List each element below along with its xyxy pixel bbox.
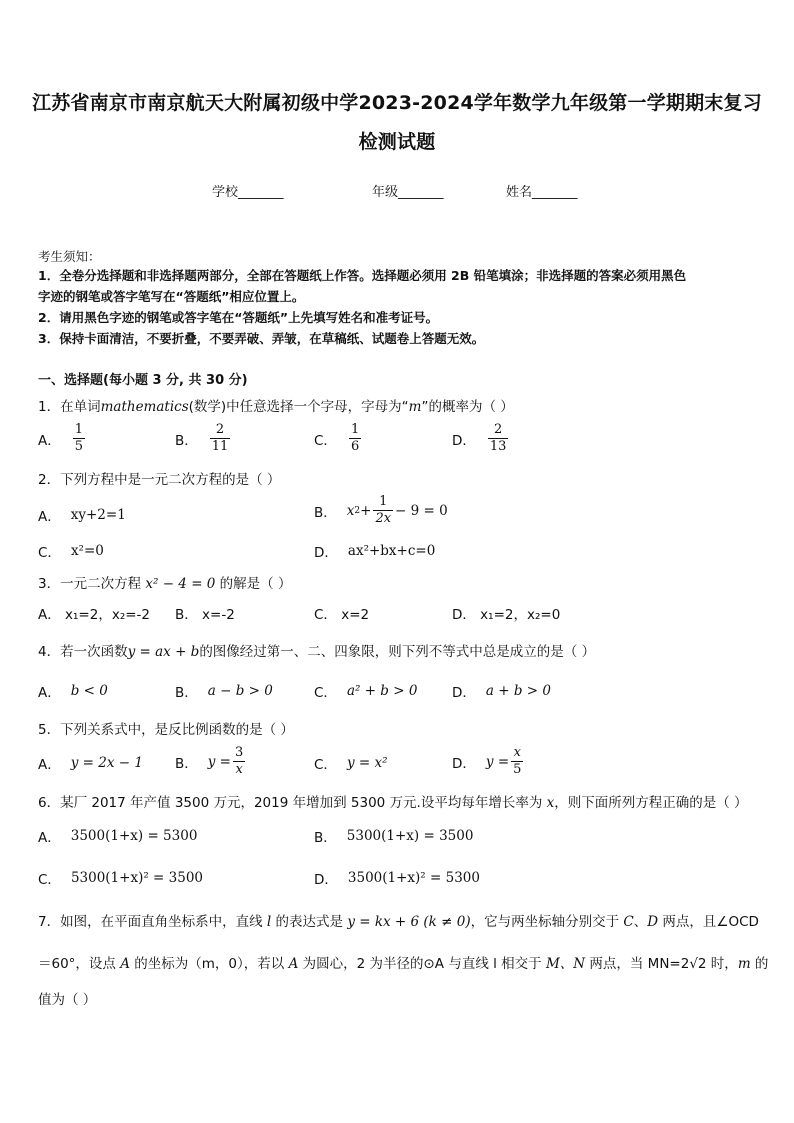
fraction: $\frac{3}{x}$	[235, 745, 244, 777]
fraction: $\frac{1}{2x}$	[375, 494, 392, 526]
fraction: $\frac{2}{13}$	[489, 422, 507, 454]
q5-option-b: B． y = $\frac{3}{x}$	[175, 745, 244, 777]
notice-heading: 考生须知：	[38, 249, 101, 264]
math-word: mathematics	[100, 399, 189, 415]
notice-item-1a: 1．全卷分选择题和非选择题两部分，全部在答题纸上作答。选择题必须用 2B 铅笔填涂；非选择题的答案必须用黑色	[38, 268, 687, 283]
q4-option-c: C． a² + b > 0	[314, 683, 418, 701]
fraction: $\frac{2}{11}$	[211, 422, 229, 454]
q3-option-c: C． x=2	[314, 607, 370, 623]
notice-item-3: 3．保持卡面清洁，不要折叠，不要弄破、弄皱，在草稿纸、试题卷上答题无效。	[38, 331, 485, 346]
q3-option-a: A． x₁=2，x₂=-2	[38, 607, 151, 623]
q1-option-c: C． $\frac{1}{6}$	[314, 422, 360, 454]
q2-option-c: C． x²=0	[38, 543, 104, 561]
fraction: $\frac{1}{6}$	[350, 422, 360, 454]
question-7-line2: ＝60°，设点 A 的坐标为（m，0），若以 A 为圆心，2 为半径的⊙A 与直线 l 相交于 M、N 两点，当 MN=2√2 时，m 的	[38, 956, 769, 972]
q6-option-a: A． 3500(1+x) = 5300	[38, 828, 198, 846]
q5-option-c: C． y = x²	[314, 755, 388, 773]
q1-option-d: D． $\frac{2}{13}$	[452, 422, 507, 454]
q6-option-c: C． 5300(1+x)² = 3500	[38, 870, 204, 888]
q4-option-d: D． a + b > 0	[452, 683, 551, 701]
q6-option-b: B． 5300(1+x) = 3500	[314, 828, 474, 846]
q5-option-d: D． y = $\frac{x}{5}$	[452, 745, 522, 777]
question-1-stem: 1．在单词mathematics(数学)中任意选择一个字母，字母为“m”的概率为（ ）	[38, 399, 514, 415]
notice-item-2: 2．请用黑色字迹的钢笔或答字笔在“答题纸”上先填写姓名和准考证号。	[38, 310, 439, 325]
fraction: $\frac{x}{5}$	[513, 745, 522, 777]
question-7-line1: 7．如图，在平面直角坐标系中，直线 l 的表达式是 y = kx + 6 (k ≠ 0)，它与两坐标轴分别交于 C、D 两点，且∠OCD	[38, 914, 759, 930]
question-7-line3: 值为（ ）	[38, 992, 97, 1008]
q1-option-b: B． $\frac{2}{11}$	[175, 422, 229, 454]
q3-option-d: D． x₁=2，x₂=0	[452, 607, 561, 623]
exam-title-line1: 江苏省南京市南京航天大附属初级中学2023-2024学年数学九年级第一学期期末复习	[32, 92, 762, 114]
question-2-stem: 2．下列方程中是一元二次方程的是（ ）	[38, 472, 281, 488]
question-5-stem: 5．下列关系式中，是反比例函数的是（ ）	[38, 722, 294, 738]
q5-option-a: A． y = 2x − 1	[38, 755, 143, 773]
fraction: $\frac{1}{5}$	[74, 422, 84, 454]
q2-option-a: A． xy+2=1	[38, 507, 126, 525]
question-6-stem: 6．某厂 2017 年产值 3500 万元，2019 年增加到 5300 万元.设平均每年增长率为 x，则下面所列方程正确的是（ ）	[38, 795, 748, 811]
q2-option-d: D． ax²+bx+c=0	[314, 543, 436, 561]
q6-option-d: D． 3500(1+x)² = 5300	[314, 870, 480, 888]
q1-option-a: A． $\frac{1}{5}$	[38, 422, 84, 454]
school-field: 学校_______	[212, 185, 284, 200]
question-3-stem: 3．一元二次方程 x² − 4 = 0 的解是（ ）	[38, 576, 292, 592]
q3-option-b: B． x=-2	[175, 607, 235, 623]
q2-option-b: B． x 2 + $\frac{1}{2x}$ − 9 = 0	[314, 494, 448, 526]
q4-option-b: B． a − b > 0	[175, 683, 273, 701]
name-field: 姓名_______	[506, 185, 578, 200]
question-4-stem: 4．若一次函数y = ax + b的图像经过第一、二、四象限，则下列不等式中总是成立的是（ ）	[38, 644, 596, 660]
exam-title-line2: 检测试题	[358, 131, 436, 153]
section-title: 一、选择题(每小题 3 分, 共 30 分)	[38, 373, 248, 388]
notice-item-1b: 字迹的钢笔或答字笔写在“答题纸”相应位置上。	[38, 289, 305, 304]
grade-field: 年级_______	[372, 185, 444, 200]
q4-option-a: A． b < 0	[38, 683, 108, 701]
